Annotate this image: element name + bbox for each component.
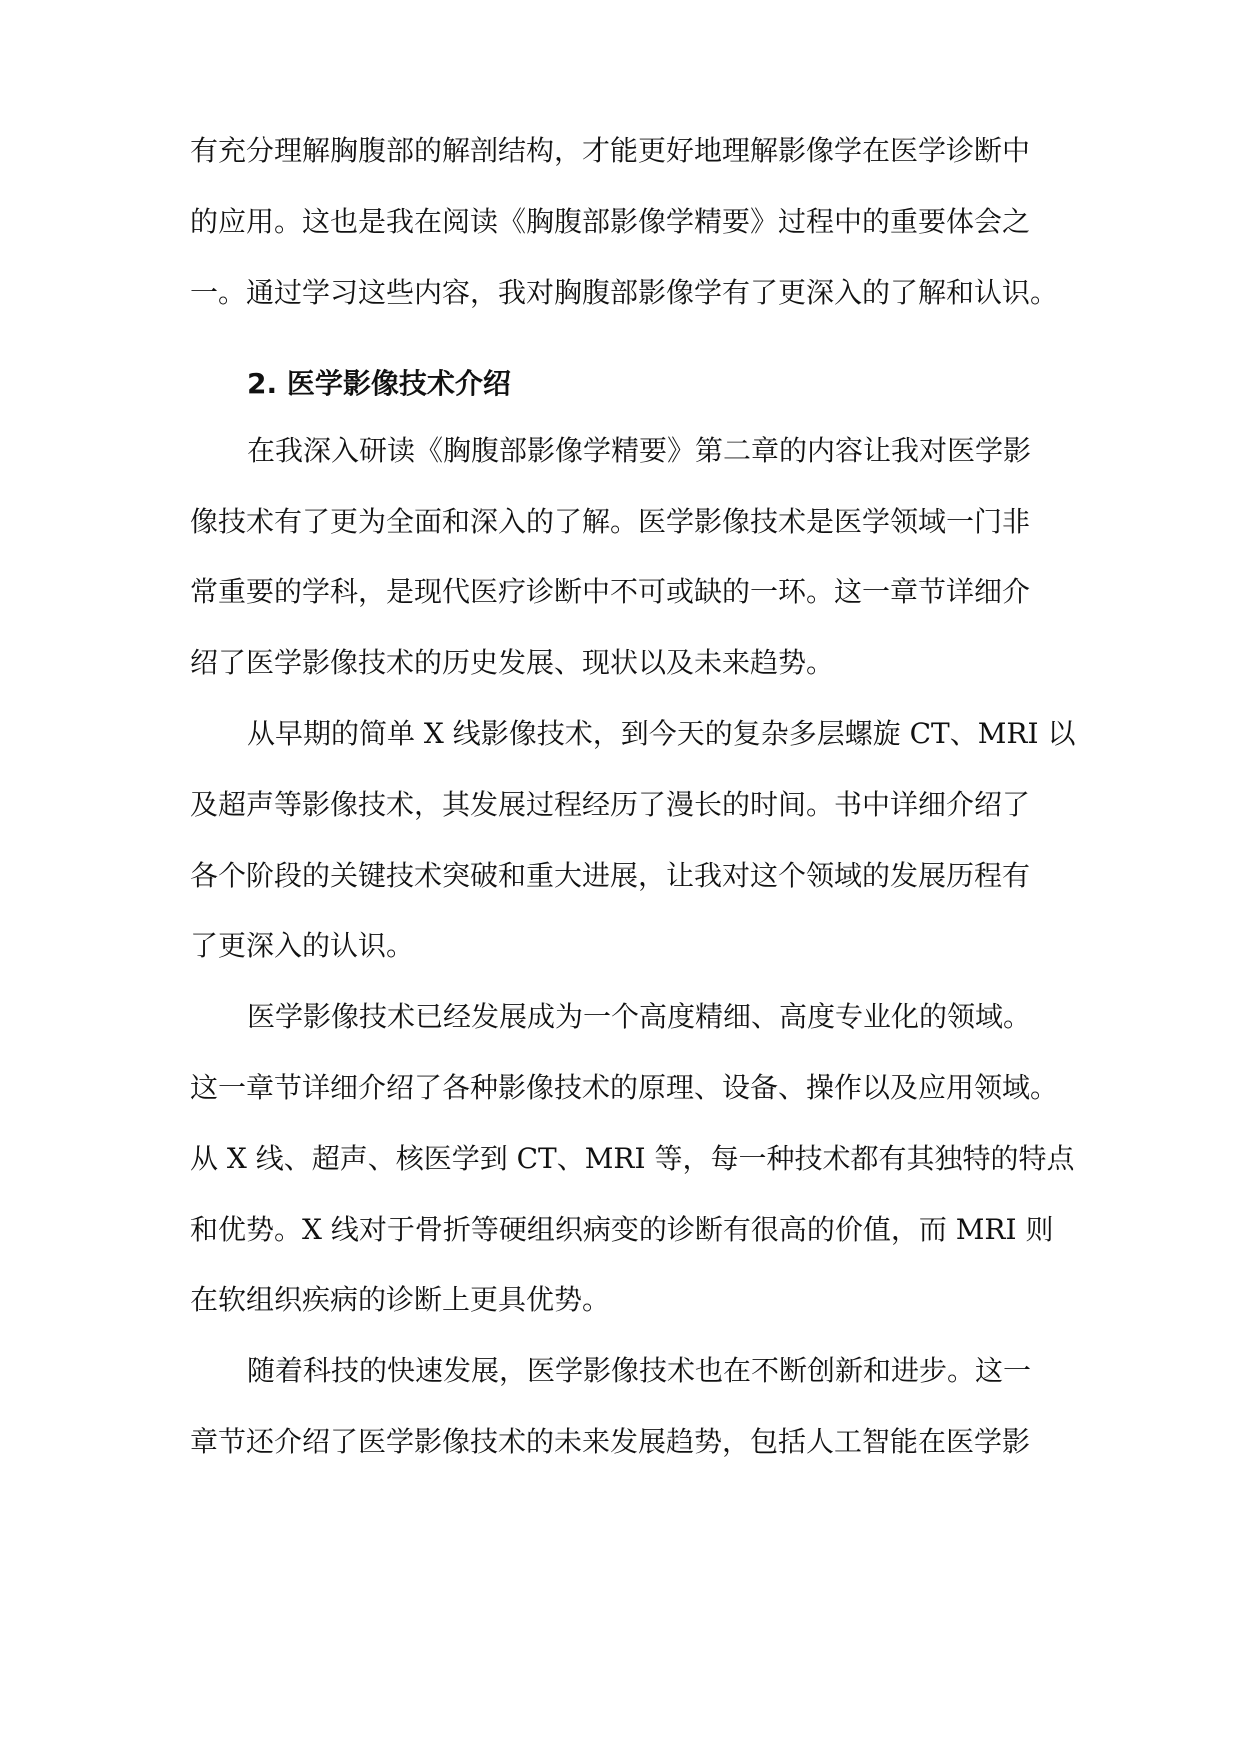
paragraph-2-line-1: 在我深入研读《胸腹部影像学精要》第二章的内容让我对医学影 bbox=[247, 434, 1032, 467]
paragraph-4-line-2: 这一章节详细介绍了各种影像技术的原理、设备、操作以及应用领域。 bbox=[190, 1071, 1059, 1104]
paragraph-1-line-2: 的应用。这也是我在阅读《胸腹部影像学精要》过程中的重要体会之 bbox=[190, 205, 1031, 238]
paragraph-3-line-3: 各个阶段的关键技术突破和重大进展，让我对这个领域的发展历程有 bbox=[190, 859, 1031, 892]
paragraph-2-line-2: 像技术有了更为全面和深入的了解。医学影像技术是医学领域一门非 bbox=[190, 505, 1031, 538]
paragraph-4-line-1: 医学影像技术已经发展成为一个高度精细、高度专业化的领域。 bbox=[247, 1000, 1032, 1033]
paragraph-2-line-4: 绍了医学影像技术的历史发展、现状以及未来趋势。 bbox=[190, 646, 835, 679]
paragraph-3-line-4: 了更深入的认识。 bbox=[190, 929, 415, 962]
paragraph-4-line-3: 从 X 线、超声、核医学到 CT、MRI 等，每一种技术都有其独特的特点 bbox=[190, 1142, 1075, 1175]
paragraph-5-line-2: 章节还介绍了医学影像技术的未来发展趋势，包括人工智能在医学影 bbox=[190, 1425, 1031, 1458]
paragraph-1-line-3: 一。通过学习这些内容，我对胸腹部影像学有了更深入的了解和认识。 bbox=[190, 276, 1059, 309]
paragraph-2-line-3: 常重要的学科，是现代医疗诊断中不可或缺的一环。这一章节详细介 bbox=[190, 575, 1031, 608]
paragraph-4-line-5: 在软组织疾病的诊断上更具优势。 bbox=[190, 1283, 611, 1316]
paragraph-1-line-1: 有充分理解胸腹部的解剖结构，才能更好地理解影像学在医学诊断中 bbox=[190, 134, 1031, 167]
paragraph-3-line-1: 从早期的简单 X 线影像技术，到今天的复杂多层螺旋 CT、MRI 以 bbox=[247, 717, 1076, 750]
section-heading: 2. 医学影像技术介绍 bbox=[247, 367, 511, 400]
paragraph-5-line-1: 随着科技的快速发展，医学影像技术也在不断创新和进步。这一 bbox=[247, 1354, 1032, 1387]
paragraph-4-line-4: 和优势。X 线对于骨折等硬组织病变的诊断有很高的价值，而 MRI 则 bbox=[190, 1213, 1054, 1246]
paragraph-3-line-2: 及超声等影像技术，其发展过程经历了漫长的时间。书中详细介绍了 bbox=[190, 788, 1031, 821]
